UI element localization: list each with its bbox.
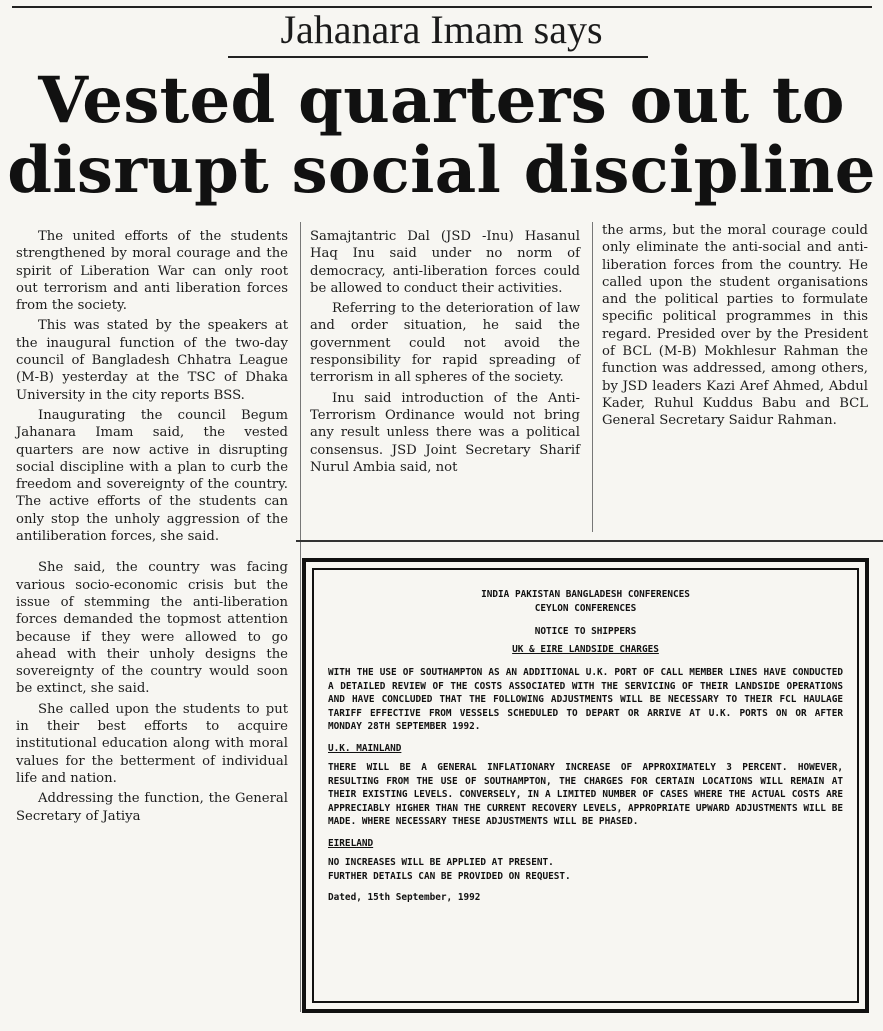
article-column-2 bbox=[310, 228, 580, 479]
advertisement-rule bbox=[296, 540, 883, 542]
paragraph: Inu said introduction of the Anti-Terrorism Ordinance would not bring any result unless there was a political consensus. JSD Joint Secretary Sharif Nurul Ambia said, not bbox=[310, 390, 580, 475]
kicker-underline bbox=[228, 56, 648, 58]
paragraph: She called upon the students to put in their best efforts to acquire institutional education along with moral values for the betterment of individual life and nation. bbox=[16, 701, 288, 786]
notice-header-line-1: INDIA PAKISTAN BANGLADESH CONFERENCES bbox=[481, 589, 690, 600]
shipping-notice-advertisement bbox=[302, 558, 869, 1013]
notice-header-line-2: CEYLON CONFERENCES bbox=[534, 602, 637, 614]
article-column-3 bbox=[602, 222, 868, 433]
paragraph: The united efforts of the students strengthened by moral courage and the spirit of Liberation War can only root out terrorism and anti liberation forces from the society. bbox=[16, 229, 288, 314]
headline-line-1: Vested quarters out to bbox=[38, 63, 845, 138]
paragraph: Addressing the function, the General Secretary of Jatiya bbox=[16, 791, 288, 824]
headline bbox=[0, 63, 883, 208]
paragraph: This was stated by the speakers at the inaugural function of the two-day council of Bangladesh Chhatra League (M-B) yesterday at the TSC of Dhaka University in the city reports BSS. bbox=[16, 318, 288, 403]
notice-subtitle: UK & EIRE LANDSIDE CHARGES bbox=[512, 643, 659, 655]
uk-mainland-heading: U.K. MAINLAND bbox=[328, 742, 402, 754]
shipping-notice-inner bbox=[312, 568, 859, 1003]
paragraph: Inaugurating the council Begum Jahanara Imam said, the vested quarters are now active in disrupting social discipline with a plan to curb the freedom and sovereignty of the country. The active efforts of the students can only stop the unholy aggression of the antiliberation forces, she said. bbox=[16, 407, 288, 545]
paragraph: the arms, but the moral courage could only eliminate the anti-social and anti-liberation forces from the country. He called upon the student organisations and the political parties to formulate specific political programmes in this regard. Presided over by the President of BCL (M-B) Mokhlesur Rahman the function was addressed, among others, by JSD leaders Kazi Aref Ahmed, Abdul Kader, Ruhul Kuddus Babu and BCL General Secretary Saidur Rahman. bbox=[602, 223, 868, 429]
notice-intro: WITH THE USE OF SOUTHAMPTON AS AN ADDITIONAL U.K. PORT OF CALL MEMBER LINES HAVE CONDUCTED A DETAILED REVIEW OF THE COSTS ASSOCIATED WITH THE SERVICING OF THEIR LANDSIDE OPERATIONS AND HAVE CONCLUDED THAT THE FOLLOWING ADJUSTMENTS WILL BE NECESSARY TO THEIR FCL HAULAGE TARIFF EFFECTIVE FROM VESSELS SCHEDULED TO DEPART OR ARRIVE AT U.K. PORTS ON OR AFTER MONDAY 28TH SEPTEMBER 1992. bbox=[328, 667, 843, 732]
headline-line-2: disrupt social discipline bbox=[7, 133, 876, 208]
eireland-line-1: NO INCREASES WILL BE APPLIED AT PRESENT. bbox=[328, 857, 554, 868]
eireland-line-2: FURTHER DETAILS CAN BE PROVIDED ON REQUEST. bbox=[328, 870, 571, 882]
notice-title: NOTICE TO SHIPPERS bbox=[534, 626, 637, 637]
column-rule-1 bbox=[300, 222, 301, 1012]
notice-date: Dated, 15th September, 1992 bbox=[328, 892, 481, 903]
paragraph: She said, the country was facing various socio-economic crisis but the issue of stemming the anti-liberation forces demanded the topmost attention because if they were allowed to go ahead with their unholy designs the sovereignty of the country would soon be extinct, she said. bbox=[16, 560, 288, 697]
eireland-heading: EIRELAND bbox=[328, 837, 374, 849]
paragraph: Samajtantric Dal (JSD -Inu) Hasanul Haq Inu said under no norm of democracy, anti-liberation forces could be allowed to conduct their activities. bbox=[310, 229, 580, 296]
paragraph: Referring to the deterioration of law and order situation, he said the government could not avoid the responsibility for rapid spreading of terrorism in all spheres of the society. bbox=[310, 301, 580, 386]
article-column-1 bbox=[16, 228, 288, 828]
uk-mainland-text: THERE WILL BE A GENERAL INFLATIONARY INCREASE OF APPROXIMATELY 3 PERCENT. HOWEVER, RESULTING FROM THE USE OF SOUTHAMPTON, THE CHARGES FOR CERTAIN LOCATIONS WILL REMAIN AT THEIR EXISTING LEVELS. CONVERSELY, IN A LIMITED NUMBER OF CASES WHERE THE ACTUAL COSTS ARE APPRECIABLY HIGHER THAN THE CURRENT RECOVERY LEVELS, APPROPRIATE UPWARD ADJUSTMENTS WILL BE MADE. WHERE NECESSARY THESE ADJUSTMENTS WILL BE PHASED. bbox=[328, 762, 843, 827]
column-rule-2 bbox=[592, 222, 593, 532]
kicker: Jahanara Imam says bbox=[280, 7, 603, 52]
